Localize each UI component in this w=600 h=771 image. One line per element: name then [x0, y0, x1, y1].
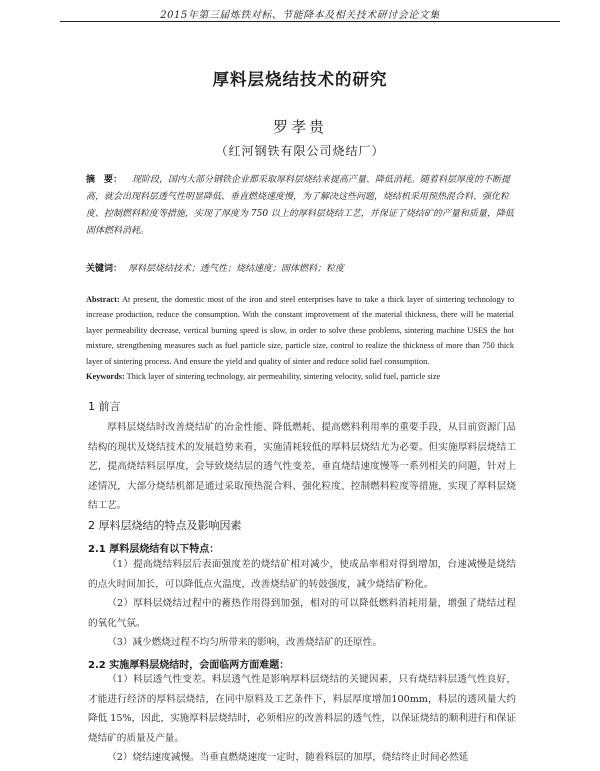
keywords-en-text: Thick layer of sintering technology, air permeability, sintering velocity, solid fuel, particle size	[126, 372, 441, 381]
section-2-heading: 2 厚料层烧结的特点及影响因素	[88, 519, 242, 532]
subsection-2-2-item-2: （2）烧结速度减慢。当垂直燃烧速度一定时，随着料层的加厚，烧结终止时间必然延	[107, 752, 469, 763]
section-1-heading: 1 前言	[88, 400, 121, 413]
abstract-en-label: Abstract:	[86, 295, 120, 304]
keywords-english	[86, 370, 540, 383]
abstract-en-text: At present, the domestic most of the iron and steel enterprises have to take a thick layer of sintering technology to increase production, reduce the consumption. With the constant improvement of the material thickness, there will be material layer permeability decrease, vertical burning speed is slow, in order to solve these problems, sintering machine USES the hot mixture, strengthening measures such as fuel particle size, particle size, control to realize the thickness of more than 750 thick layer of sintering process. And ensure the yield and quality of sinter and reduce solid fuel consumption.	[86, 295, 514, 366]
abstract-english	[86, 292, 514, 369]
subsection-2-2-item-1: （1）料层透气性变差。料层透气性是影响厚料层烧结的关键因素，只有烧结料层透气性良好，才能进行经济的厚料层烧结，在同中原料及工艺条件下，料层厚度增加100mm，料层的透风量大约降低 15%，因此，实施厚料层烧结时，必须相应的改善料层的透气性，以保证烧结的顺利进行和保证烧结矿的质量及产量。	[88, 674, 516, 744]
abstract-cn-label: 摘 要：	[86, 175, 123, 185]
subsection-2-1-item-1: （1）提高烧结料层后表面强度差的烧结矿相对减少，使成品率相对得到增加，台速减慢是烧结的点火时间加长，可以降低点火温度，改善烧结矿的转鼓强度，减少烧结矿粉化。	[88, 559, 516, 590]
running-head: 2015年第三届炼铁对标、节能降本及相关技术研讨会论文集	[160, 10, 440, 21]
keywords-cn-label: 关键词：	[86, 264, 123, 274]
keywords-cn-text: 厚料层烧结技术；透气性；烧结速度；固体燃料；粒度	[128, 264, 345, 274]
subsection-2-1-item-2: （2）厚料层烧结过程中的蓄热作用得到加强，相对的可以降低燃料消耗用量，增强了烧结过程的氧化气氛。	[88, 598, 516, 629]
section-1-paragraph: 厚料层烧结时改善烧结矿的冶金性能、降低燃耗、提高燃料利用率的重要手段，从目前资源门品结构的现状及烧结技术的发展趋势来看，实施清耗较低的厚料层烧结尤为必要。但实施厚料层烧结工艺，提高烧结料层厚度，会导致烧结层的透气性变差，垂直烧结速度慢等一系列相关的问题，针对上述情况，大部分烧结机都是通过采取预热混合料、强化粒度、控制燃料粒度等措施，实现了厚料层烧结工艺。	[88, 422, 516, 511]
header-rule	[60, 21, 560, 22]
subsection-2-1-item-3: （3）减少燃烧过程不均匀所带来的影响，改善烧结矿的还原性。	[107, 637, 382, 648]
abstract-chinese	[86, 172, 516, 240]
abstract-cn-text: 现阶段，国内大部分钢铁企业都采取厚料层烧结来提高产量、降低消耗。随着料层厚度的不断提高，就会出现料层透气性明显降低、垂直燃烧速度慢，为了解决这些问题，烧结机采用预热混合料、强化粒度、控制燃料粒度等措施，实现了厚度为 750 以上的厚料层烧结工艺，并保证了烧结矿的产量和质量，降低固体燃料消耗。	[86, 175, 514, 236]
subsection-2-1-heading: 2.1 厚料层烧结有以下特点：	[88, 544, 220, 555]
author-affiliation: （红河钢铁有限公司烧结厂）	[215, 144, 385, 158]
paper-title: 厚料层烧结技术的研究	[212, 70, 388, 89]
keywords-en-label: Keywords:	[86, 372, 125, 381]
subsection-2-2-heading: 2.2 实施厚料层烧结时，会面临两方面难题：	[88, 660, 290, 671]
keywords-chinese	[86, 262, 516, 276]
author-name: 罗孝贵	[272, 118, 327, 136]
